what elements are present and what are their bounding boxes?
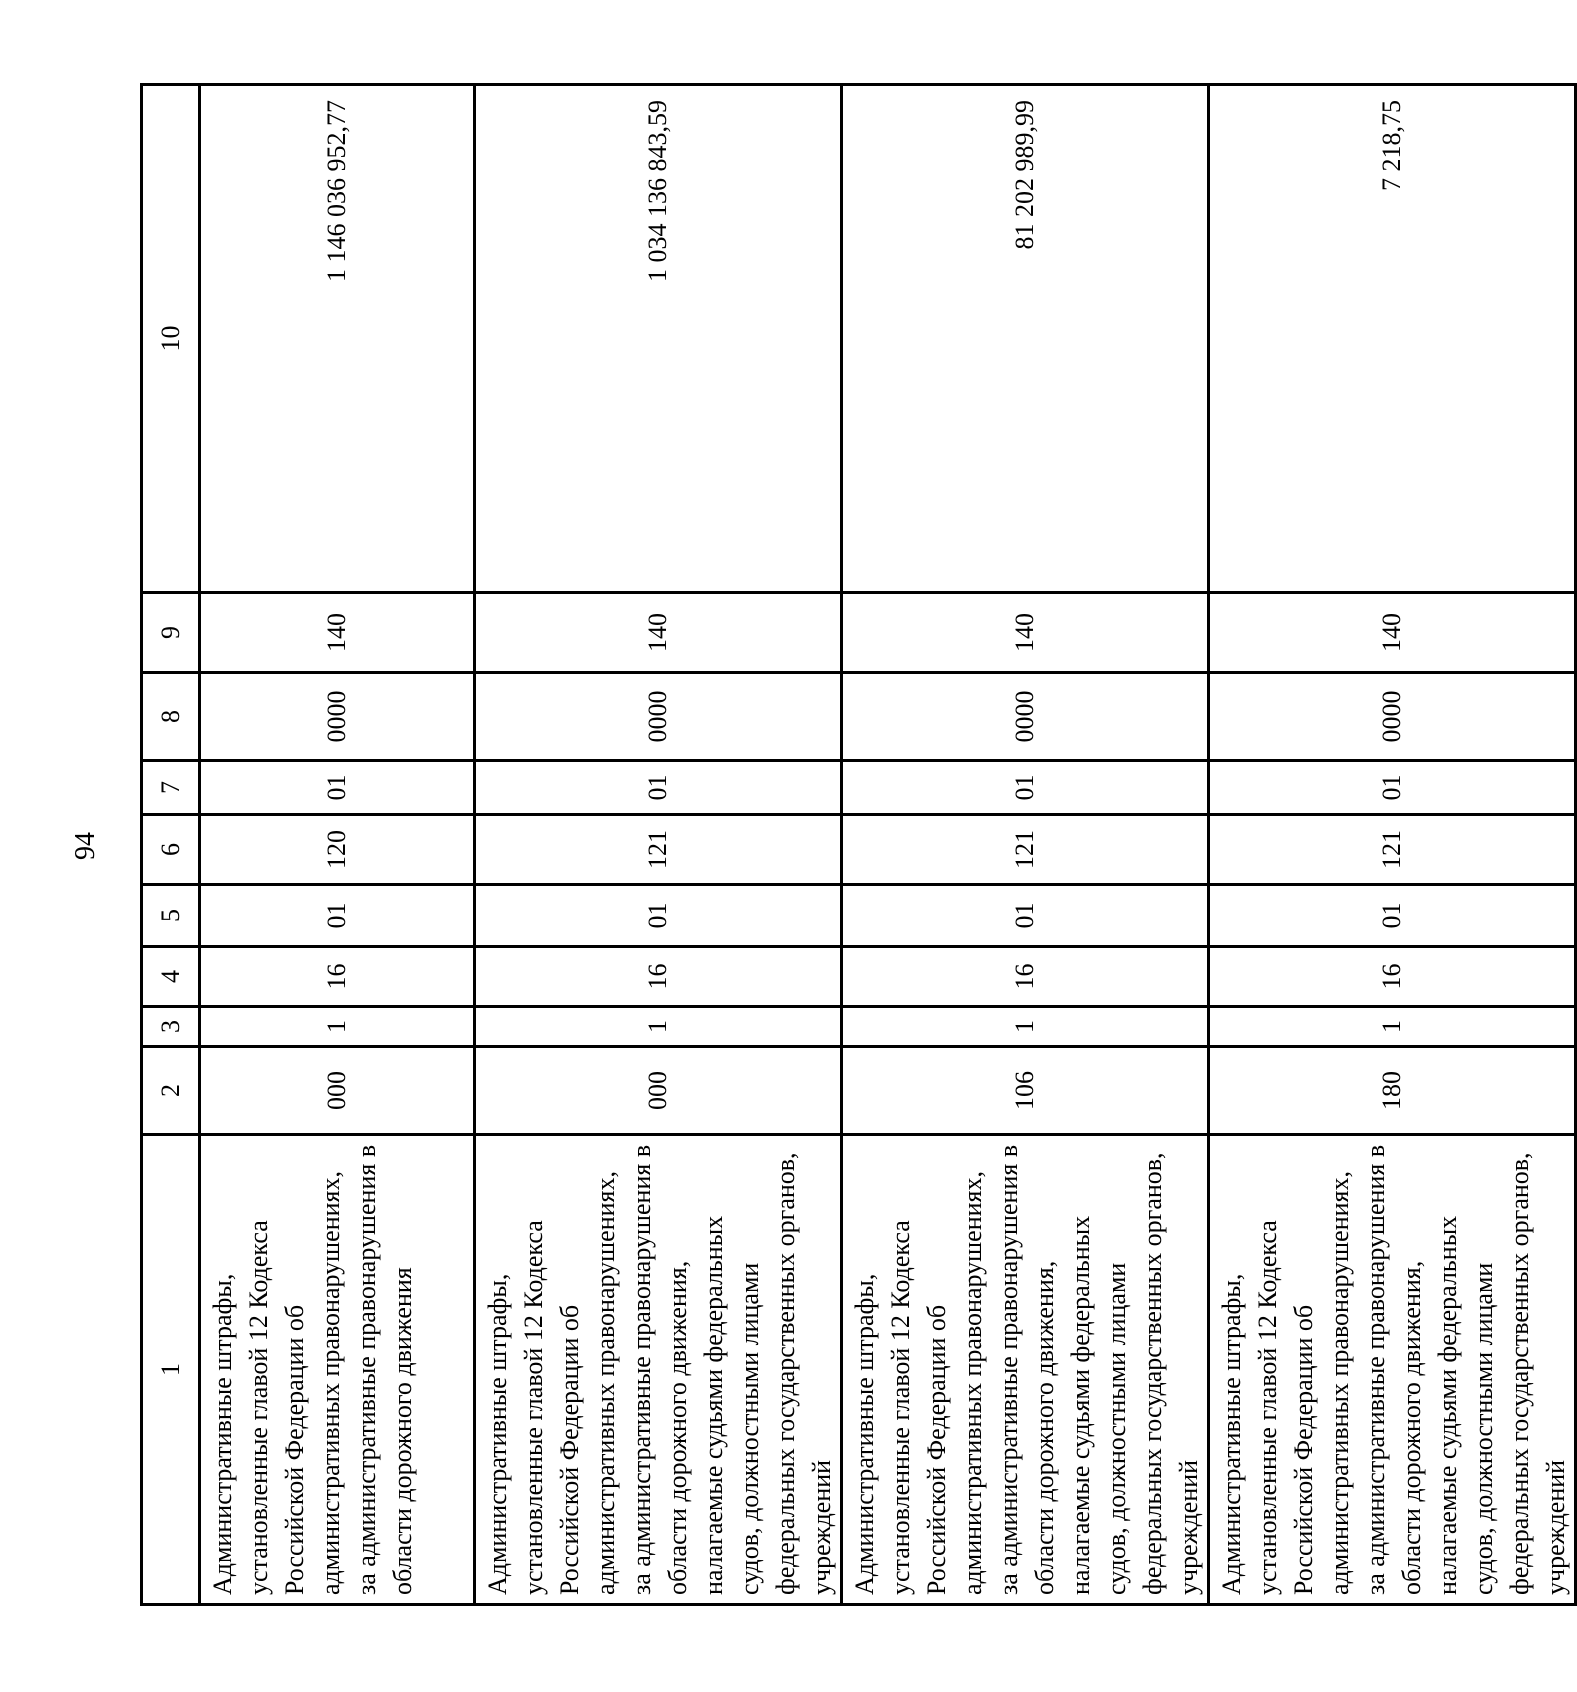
row-description: Административные штрафы, установленные главой 12 Кодекса Российской Федерации об административных правонарушениях, за административные правонарушения в области дорожного движения, налагаемые судьями федеральных судов, должностными лицами федеральных государственных органов, учреждений	[842, 1135, 1209, 1605]
code-cell: 121	[475, 815, 842, 885]
code-cell: 0000	[200, 673, 475, 761]
code-cell: 01	[200, 761, 475, 815]
code-cell: 140	[475, 593, 842, 673]
code-cell: 000	[200, 1047, 475, 1135]
code-cell: 0000	[842, 673, 1209, 761]
amount-cell: 81 202 989,99	[842, 85, 1209, 593]
code-cell: 01	[1209, 885, 1576, 947]
code-cell: 1	[200, 1007, 475, 1047]
column-header: 3	[142, 1007, 200, 1047]
fines-table	[140, 83, 1577, 1606]
amount-cell: 1 034 136 843,59	[475, 85, 842, 593]
code-cell: 1	[475, 1007, 842, 1047]
code-cell: 1	[842, 1007, 1209, 1047]
code-cell: 16	[842, 947, 1209, 1007]
code-cell: 000	[475, 1047, 842, 1135]
code-cell: 0000	[1209, 673, 1576, 761]
code-cell: 140	[842, 593, 1209, 673]
code-cell: 16	[475, 947, 842, 1007]
code-cell: 01	[475, 761, 842, 815]
table-header-row	[142, 85, 200, 1605]
code-cell: 16	[200, 947, 475, 1007]
table-row	[842, 85, 1209, 1605]
table-row	[200, 85, 475, 1605]
column-header: 10	[142, 85, 200, 593]
code-cell: 1	[1209, 1007, 1576, 1047]
column-header: 5	[142, 885, 200, 947]
code-cell: 121	[1209, 815, 1576, 885]
row-description: Административные штрафы, установленные главой 12 Кодекса Российской Федерации об административных правонарушениях, за административные правонарушения в области дорожного движения	[200, 1135, 475, 1605]
column-header: 1	[142, 1135, 200, 1605]
column-header: 2	[142, 1047, 200, 1135]
row-description: Административные штрафы, установленные главой 12 Кодекса Российской Федерации об административных правонарушениях, за административные правонарушения в области дорожного движения, налагаемые судьями федеральных судов, должностными лицами федеральных государственных органов, учреждений	[1209, 1135, 1576, 1605]
code-cell: 180	[1209, 1047, 1576, 1135]
column-header: 6	[142, 815, 200, 885]
code-cell: 01	[200, 885, 475, 947]
column-header: 7	[142, 761, 200, 815]
code-cell: 140	[1209, 593, 1576, 673]
code-cell: 16	[1209, 947, 1576, 1007]
amount-cell: 1 146 036 952,77	[200, 85, 475, 593]
code-cell: 120	[200, 815, 475, 885]
code-cell: 0000	[475, 673, 842, 761]
code-cell: 106	[842, 1047, 1209, 1135]
column-header: 8	[142, 673, 200, 761]
table-row	[475, 85, 842, 1605]
code-cell: 01	[1209, 761, 1576, 815]
table-row	[1209, 85, 1576, 1605]
code-cell: 01	[842, 885, 1209, 947]
row-description: Административные штрафы, установленные главой 12 Кодекса Российской Федерации об административных правонарушениях, за административные правонарушения в области дорожного движения, налагаемые судьями федеральных судов, должностными лицами федеральных государственных органов, учреждений	[475, 1135, 842, 1605]
rotated-table-wrapper	[140, 86, 1570, 1606]
code-cell: 140	[200, 593, 475, 673]
amount-cell: 7 218,75	[1209, 85, 1576, 593]
page-number: 94	[70, 832, 101, 860]
column-header: 4	[142, 947, 200, 1007]
column-header: 9	[142, 593, 200, 673]
code-cell: 121	[842, 815, 1209, 885]
code-cell: 01	[475, 885, 842, 947]
code-cell: 01	[842, 761, 1209, 815]
